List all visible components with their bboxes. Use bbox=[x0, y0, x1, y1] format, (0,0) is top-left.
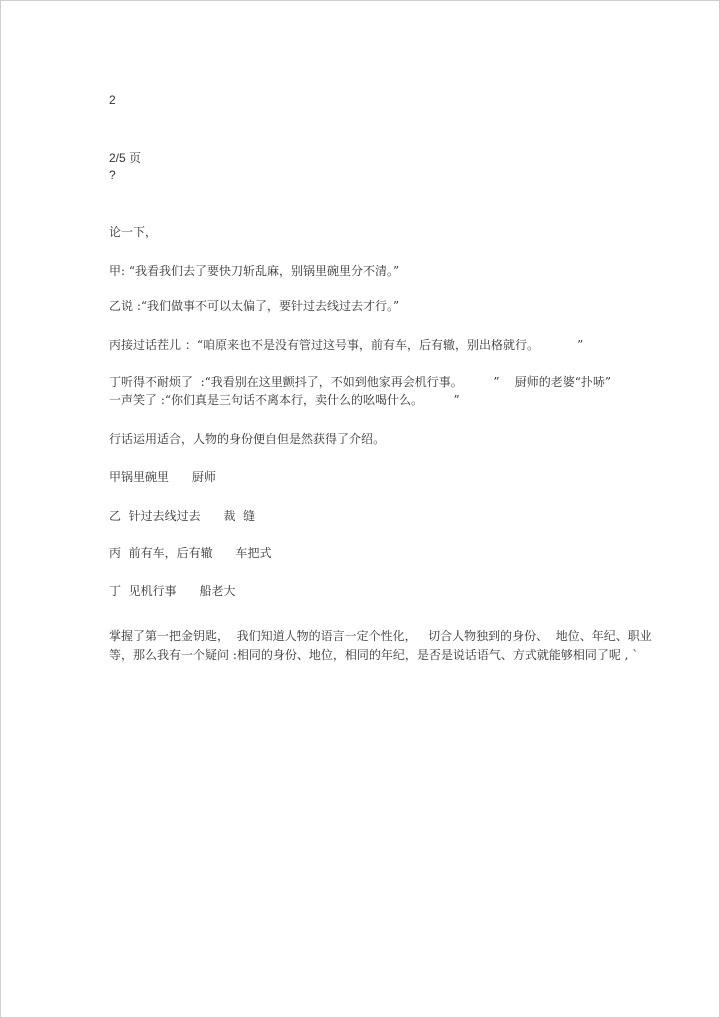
page-digit: 2 bbox=[109, 93, 116, 107]
intro-line: 论一下， bbox=[109, 225, 158, 239]
page-indicator: 2/5 页 bbox=[109, 151, 142, 165]
answer-yi: 乙 针过去线过去 裁 缝 bbox=[109, 509, 256, 523]
question-mark: ? bbox=[109, 168, 116, 182]
dialogue-bing: 丙接过话茬儿 ：“咱原来也不是没有管过这号事，前有车，后有辙，别出格就行。 ” bbox=[109, 338, 584, 352]
answer-jia: 甲锅里碗里 厨师 bbox=[109, 470, 216, 484]
answer-ding: 丁 见机行事 船老大 bbox=[109, 584, 236, 598]
dialogue-yi: 乙说 :“我们做事不可以太偏了，要针过去线过去才行。” bbox=[109, 299, 400, 313]
dialogue-jia: 甲: “我看我们去了要快刀斩乱麻，别锅里碗里分不清。” bbox=[109, 264, 400, 278]
paragraph-line-1: 掌握了第一把金钥匙， 我们知道人物的语言一定个性化， 切合人物独到的身份、 地位、年纪、职业 bbox=[109, 629, 652, 643]
dialogue-ding-line-2: 一声笑了 :“你们真是三句话不离本行，卖什么的吆喝什么。 ” bbox=[109, 393, 460, 407]
paragraph-line-2: 等，那么我有一个疑问 :相同的身份、地位，相同的年纪，是否是说话语气、方式就能够相同了呢 , ` bbox=[109, 648, 639, 662]
dialogue-ding-line-1: 丁听得不耐烦了 :“我看别在这里颤抖了，不如到他家再会机行事。 ” 厨师的老婆“扑哧” bbox=[109, 375, 611, 389]
summary-line: 行话运用适合，人物的身份便自但是然获得了介绍。 bbox=[109, 432, 386, 446]
answer-bing: 丙 前有车，后有辙 车把式 bbox=[109, 546, 272, 560]
